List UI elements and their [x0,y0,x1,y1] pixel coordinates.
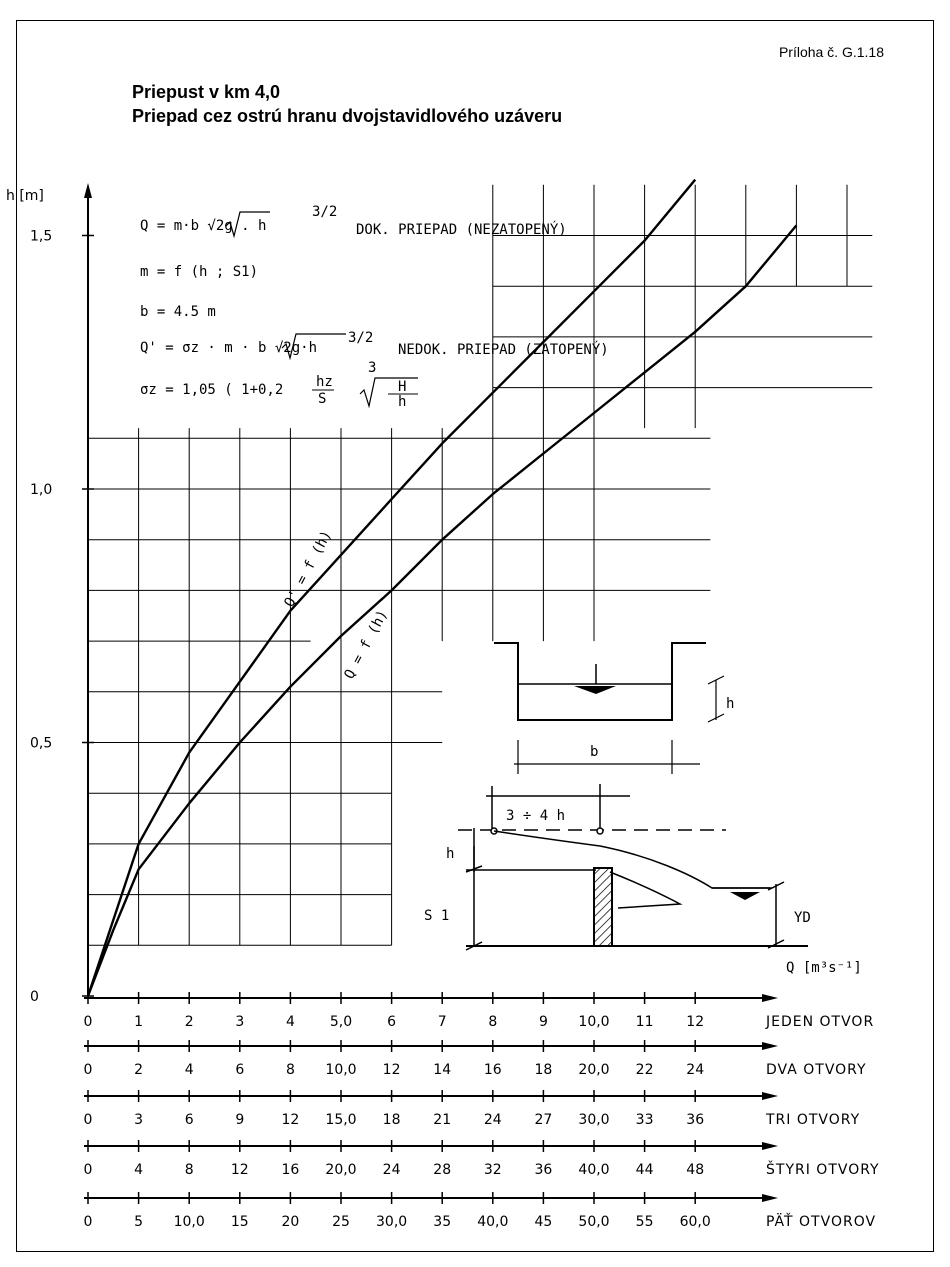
diagram-label-h: h [726,696,735,712]
x-scale-name: TRI OTVORY [766,1112,861,1128]
x-tick-label: 50,0 [578,1214,610,1230]
x-tick-label: 22 [635,1062,654,1078]
x-tick-label: 16 [483,1062,502,1078]
x-tick-label: 8 [184,1162,194,1178]
x-tick-label: 28 [433,1162,452,1178]
x-tick-label: 36 [686,1112,705,1128]
formula-sigma-frac-num: hz [316,374,333,390]
x-tick-label: 12 [382,1062,401,1078]
x-scale-name: JEDEN OTVOR [766,1014,875,1030]
x-axis-unit-label: Q [m³s⁻¹] [786,960,862,976]
x-tick-label: 6 [184,1112,194,1128]
series-label-q: Q = f (h) [341,607,392,682]
formula-q: Q = m·b √2g . h [140,218,267,234]
formula-q-note: DOK. PRIEPAD (NEZATOPENÝ) [356,222,567,238]
diagram-label-3to4h: 3 ÷ 4 h [506,808,566,824]
formula-q-prime-exponent: 3/2 [348,330,374,346]
formula-sigma-root-den: h [398,394,407,410]
x-tick-label: 0 [83,1062,93,1078]
formula-sigma-root-sign [360,378,418,406]
tailwater-triangle [730,892,760,900]
y-tick-label: 1,5 [30,228,53,245]
x-tick-label: 10,0 [578,1014,610,1030]
x-tick-label: 9 [235,1112,245,1128]
x-tick-label: 12 [281,1112,300,1128]
x-tick-label: 4 [184,1062,194,1078]
x-tick-label: 0 [83,1162,93,1178]
annex-number: Príloha č. G.1.18 [778,44,884,60]
x-tick-label: 36 [534,1162,553,1178]
page-subtitle: Priepad cez ostrú hranu dvojstavidlového uzáveru [132,106,563,126]
x-tick-label: 0 [83,1214,93,1230]
x-tick-label: 16 [281,1162,300,1178]
x-tick-label: 7 [437,1014,447,1030]
x-scale-axis-arrow [762,1042,778,1050]
x-tick-label: 20 [281,1214,300,1230]
nappe-lower [610,872,680,908]
x-tick-label: 55 [635,1214,654,1230]
series-label-q-prime: Q' = f (h) [281,527,336,610]
x-scale-name: ŠTYRI OTVORY [766,1162,880,1178]
y-axis-label: h [m] [6,188,44,204]
x-tick-label: 12 [686,1014,705,1030]
y-tick-label: 0 [30,989,39,1005]
y-tick-label: 0,5 [30,735,53,752]
x-tick-label: 8 [488,1014,498,1030]
y-ticks [30,229,94,1006]
x-tick-label: 40,0 [578,1162,610,1178]
formula-q-prime: Q' = σz · m · b √2g·h [140,340,318,356]
x-tick-label: 6 [235,1062,245,1078]
x-tick-label: 33 [635,1112,654,1128]
x-tick-label: 24 [483,1112,502,1128]
x-tick-label: 0 [83,1112,93,1128]
diagram-label-s1: S 1 [424,908,450,924]
x-tick-label: 15 [230,1214,249,1230]
x-tick-label: 20,0 [578,1062,610,1078]
formula-sigma: σz = 1,05 ( 1+0,2 [140,382,284,398]
x-tick-label: 2 [184,1014,194,1030]
x-tick-label: 25 [332,1214,350,1230]
x-tick-label: 4 [134,1162,144,1178]
x-scale-name: PÄŤ OTVOROV [766,1214,877,1230]
diagram-label-yd: YD [794,910,811,926]
x-scale-axis-arrow [762,1092,778,1100]
x-tick-label: 5,0 [329,1014,353,1030]
x-tick-label: 18 [534,1062,553,1078]
y-tick-label: 1,0 [30,482,53,498]
x-scale-name: DVA OTVORY [766,1062,867,1078]
x-tick-label: 9 [538,1014,548,1030]
y-axis-arrow [84,183,92,198]
page-title: Priepust v km 4,0 [132,82,281,102]
x-tick-label: 48 [686,1162,705,1178]
formula-q-exponent: 3/2 [312,204,338,220]
x-tick-label: 2 [134,1062,144,1078]
x-tick-label: 21 [433,1112,452,1128]
diagram-label-b: b [590,744,599,760]
x-scales [84,992,880,1230]
x-tick-label: 60,0 [679,1214,711,1230]
formula-sigma-frac-den: S [318,391,327,407]
x-tick-label: 30,0 [376,1214,408,1230]
x-tick-label: 6 [387,1014,397,1030]
formula-m: m = f (h ; S1) [140,264,259,280]
x-scale-axis-arrow [762,1142,778,1150]
x-tick-label: 27 [534,1112,553,1128]
x-tick-label: 5 [134,1214,144,1230]
x-tick-label: 10,0 [325,1062,357,1078]
x-tick-label: 40,0 [477,1214,509,1230]
x-tick-label: 18 [382,1112,401,1128]
point-crest [597,828,603,834]
nappe-upper [494,831,770,888]
x-tick-label: 10,0 [173,1214,205,1230]
x-tick-label: 0 [83,1014,93,1030]
x-tick-label: 30,0 [578,1112,610,1128]
x-tick-label: 20,0 [325,1162,357,1178]
formula-sigma-root-index: 3 [368,360,377,376]
x-tick-label: 3 [134,1112,144,1128]
axes [6,183,92,996]
x-tick-label: 45 [534,1214,553,1230]
diagram-label-h2: h [446,846,455,862]
formula-b: b = 4.5 m [140,304,216,320]
x-tick-label: 44 [635,1162,654,1178]
x-tick-label: 15,0 [325,1112,357,1128]
x-tick-label: 24 [382,1162,401,1178]
channel-outline [494,643,706,720]
x-tick-label: 24 [686,1062,705,1078]
water-marker-triangle [574,686,616,694]
weir-gate [594,868,612,946]
x-tick-label: 11 [635,1014,654,1030]
x-tick-label: 1 [134,1014,144,1030]
x-scale-axis-arrow [762,994,778,1002]
channel-cross-section [494,643,724,774]
formula-q-prime-note: NEDOK. PRIEPAD (ZATOPENÝ) [398,342,609,358]
x-tick-label: 8 [285,1062,295,1078]
x-tick-label: 4 [285,1014,295,1030]
x-tick-label: 35 [433,1214,452,1230]
x-tick-label: 3 [235,1014,245,1030]
x-scale-axis-arrow [762,1194,778,1202]
grid [88,185,872,946]
formula-sigma-root-num: H [398,379,407,395]
x-tick-label: 14 [433,1062,452,1078]
x-tick-label: 12 [230,1162,249,1178]
x-tick-label: 32 [483,1162,502,1178]
formula-block [140,204,609,410]
